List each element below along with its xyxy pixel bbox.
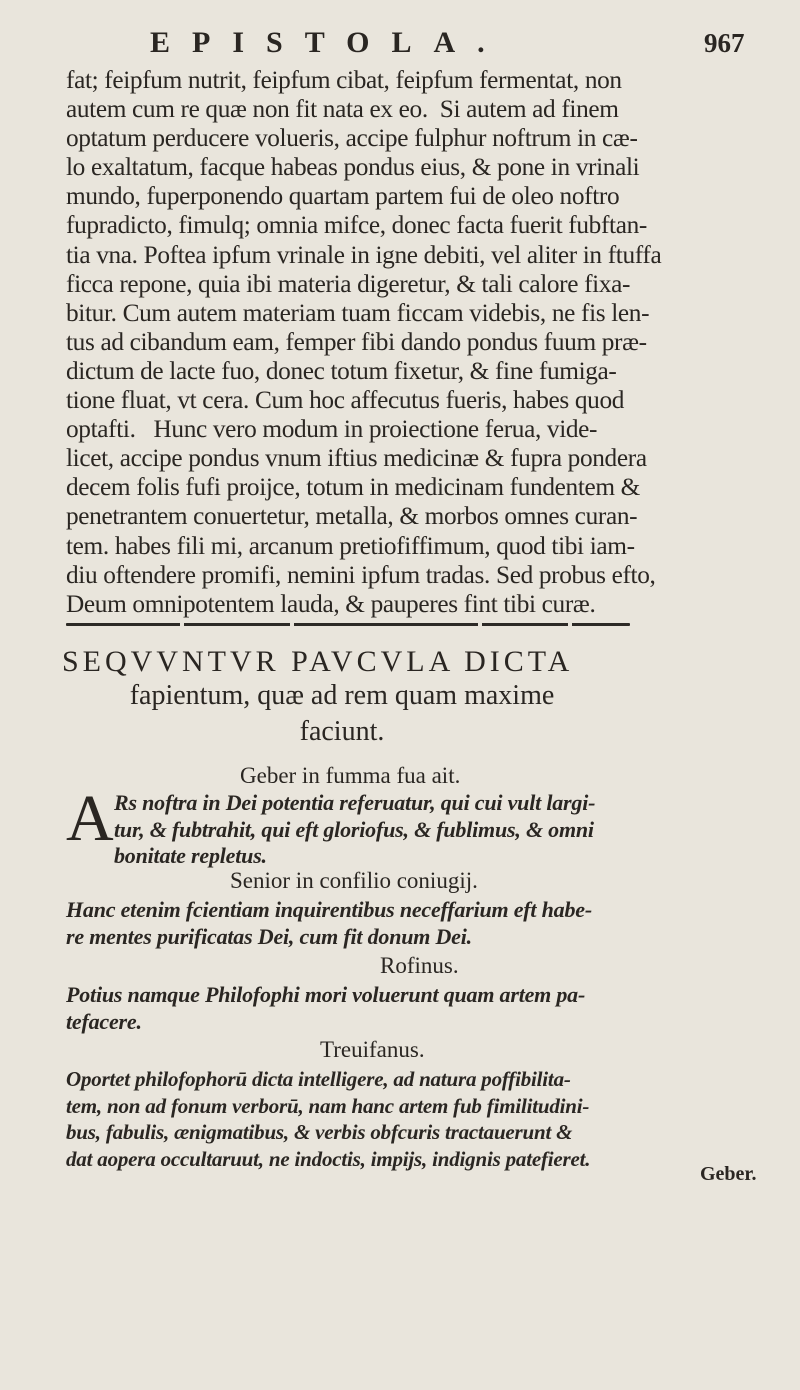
page-number: 967 [704,28,745,58]
quote-text-geber: Rs noftra in Dei potentia referuatur, qui cui vult largi- tur, & fubtrahit, qui eft gloriofus, & fublimus, & omni bonitate repletus. [114,790,596,868]
section-heading: SEQVVNTVR PAVCVLA DICTA [62,645,574,678]
divider-gap [478,623,482,626]
page-header [0,26,800,66]
section-divider-rule [66,623,630,626]
epistle-body-text: fat; feipfum nutrit, feipfum cibat, feipfum fermentat, non autem cum re quæ non fit nata ex eo. Si autem ad finem optatum perducere volueris, accipe fulphur noftrum in cæ- lo exaltatum, facque habeas pondus eius, & pone in vrinali mundo, fuperponendo quartam partem fui de oleo noftro fupradicto, fimulq; omnia mifce, donec facta fuerit fubftan- tia vna. Poftea ipfum vrinale in igne debiti, vel aliter in ftuffa ficca repone, quia ibi materia digeretur, & tali calore fixa- bitur. Cum autem materiam tuam ficcam videbis, ne fis len- tus ad cibandum eam, femper fibi dando pondus fuum præ- dictum de lacte fuo, donec totum fixetur, & fine fumiga- tione fluat, vt cera. Cum hoc affecutus fueris, habes quod optafti. Hunc vero modum in proiectione ferua, vide- licet, accipe pondus vnum iftius medicinæ & fupra pondera decem folis fufi proijce, totum in medicinam fundentem & penetrantem conuertetur, metalla, & morbos omnes curan- tem. habes fili mi, arcanum pretiofiffimum, quod tibi iam- diu oftendere promifi, nemini ipfum tradas. Sed probus efto, Deum omnipotentem lauda, & pauperes fint tibi curæ. [66,66,662,618]
quote-source-geber: Geber in fumma fua ait. [240,763,461,788]
quote-source-trevisanus: Treuifanus. [320,1037,425,1062]
running-title: EPISTOLA. [150,26,507,59]
quote-source-senior: Senior in confilio coniugij. [230,868,478,893]
quote-text-rosinus: Potius namque Philofophi mori voluerunt quam artem pa- tefacere. [66,982,586,1034]
catchword: Geber. [700,1163,757,1185]
divider-gap [180,623,184,626]
drop-cap-initial: A [66,782,114,855]
quote-source-rosinus: Rofinus. [380,953,459,978]
divider-gap [568,623,572,626]
divider-gap [290,623,294,626]
quote-text-senior: Hanc etenim fcientiam inquirentibus neceffarium eft habe- re mentes purificatas Dei, cum fit donum Dei. [66,897,592,949]
quote-text-trevisanus: Oportet philofophorū dicta intelligere, ad natura poffibilita- tem, non ad fonum verborū, nam hanc artem fub fimilitudini- bus, fabulis, ænigmatibus, & verbis obfcuris tractauerunt & dat aopera occultaruut, ne indoctis, impijs, indignis patefieret. [66,1067,591,1171]
section-subheading: fapientum, quæ ad rem quam maxime faciunt. [129,680,555,747]
